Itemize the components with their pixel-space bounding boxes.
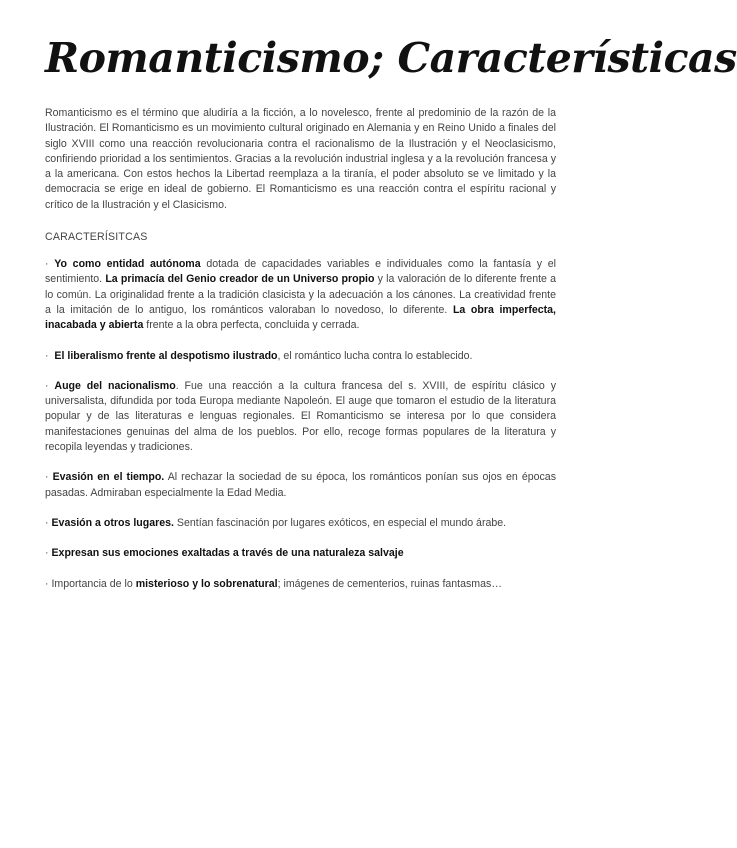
bullet-text: , el romántico lucha contra lo establecido. — [277, 349, 473, 362]
bullet-text: . Fue una reacción a la cultura francesa del s. XVIII, de espíritu clásico y universalista, difundida por toda Europa mediante Napoleón. El auge que tomaron el estudio de la literatura popular y de las literaturas e lenguas regionales. El Romanticismo se interesa por lo que considera manifestaciones genuinas del alma de los pueblos. Por ello, recoge formas populares de la literatura y recopila leyendas y tradiciones. — [45, 379, 556, 454]
intro-paragraph: Romanticismo es el término que aludiría a la ficción, a lo novelesco, frente al predominio de la razón de la Ilustración. El Romanticismo es un movimiento cultural originado en Alemania y en Reino Unido a finales del siglo XVIII como una reacción revolucionaria contra el racionalismo de la Ilustración y el Neoclasicismo, confiriendo prioridad a los sentimientos. Gracias a la revolución industrial inglesa y a la revolución francesa y a la americana. Con estos hechos la Libertad reemplaza a la tiranía, el poder absoluto se ve limitado y la democracia se erige en ideal de gobierno. El Romanticismo es una reacción contra el espíritu racional y crítico de la Ilustración y el Clasicismo. — [45, 107, 556, 211]
bullet-bold-text: Auge del nacionalismo — [54, 379, 176, 392]
bullet-item-evasion-lugares — [45, 516, 556, 531]
bullet-text: ; imágenes de cementerios, ruinas fantasmas… — [277, 577, 502, 590]
bullet-text: Al rechazar la sociedad de su época, los románticos ponían sus ojos en épocas pasadas. Admiraban especialmente la Edad Media. — [45, 471, 556, 499]
bullet-item-misterioso — [45, 577, 556, 592]
bullet-marker: · — [45, 379, 49, 392]
bullet-bold-text: misterioso y lo sobrenatural — [135, 577, 278, 590]
bullet-bold-text: Expresan sus emociones exaltadas a través de una naturaleza salvaje — [51, 547, 404, 560]
bullet-text: frente a la obra perfecta, concluida y cerrada. — [143, 319, 360, 332]
bullet-marker: · — [45, 577, 49, 590]
bullet-marker: · — [45, 349, 49, 362]
bullet-bold-text: La primacía del Genio creador de un Universo propio — [105, 273, 375, 286]
bullet-item-evasion-tiempo — [45, 470, 556, 501]
bullet-bold-text: La obra imperfecta, inacabada y abierta — [45, 303, 557, 332]
bullet-text: dotada de capacidades variables e individuales como la fantasía y el sentimiento. — [45, 258, 556, 286]
bullet-marker: · — [45, 258, 49, 271]
bullet-bold-text: Evasión en el tiempo. — [52, 471, 165, 484]
bullet-item-emociones — [45, 546, 556, 561]
bullet-item-nacionalismo — [45, 379, 556, 455]
section-heading: CARACTERÍSITCAS — [45, 231, 148, 244]
bullet-item-yo-autonomo — [45, 257, 556, 333]
bullet-bold-text: Yo como entidad autónoma — [54, 258, 201, 271]
bullet-marker: · — [45, 471, 49, 484]
bullet-item-liberalismo — [45, 349, 556, 364]
bullet-marker: · — [45, 547, 49, 560]
bullet-bold-text: El liberalismo frente al despotismo ilustrado — [54, 349, 278, 362]
bullet-text: y la valoración de lo diferente frente a lo común. La originalidad frente a la tradición clasicista y la adecuación a los cánones. La creatividad frente a la imitación de lo antiguo, los románticos valoraban lo novedoso, lo diferente. — [45, 273, 557, 316]
bullet-bold-text: Evasión a otros lugares. — [51, 516, 174, 529]
bullet-marker: · — [45, 516, 49, 529]
bullet-text: Importancia de lo — [48, 577, 136, 590]
document-title: Romanticismo; Características — [45, 34, 737, 82]
bullet-text: Sentían fascinación por lugares exóticos, en especial el mundo árabe. — [173, 516, 507, 529]
